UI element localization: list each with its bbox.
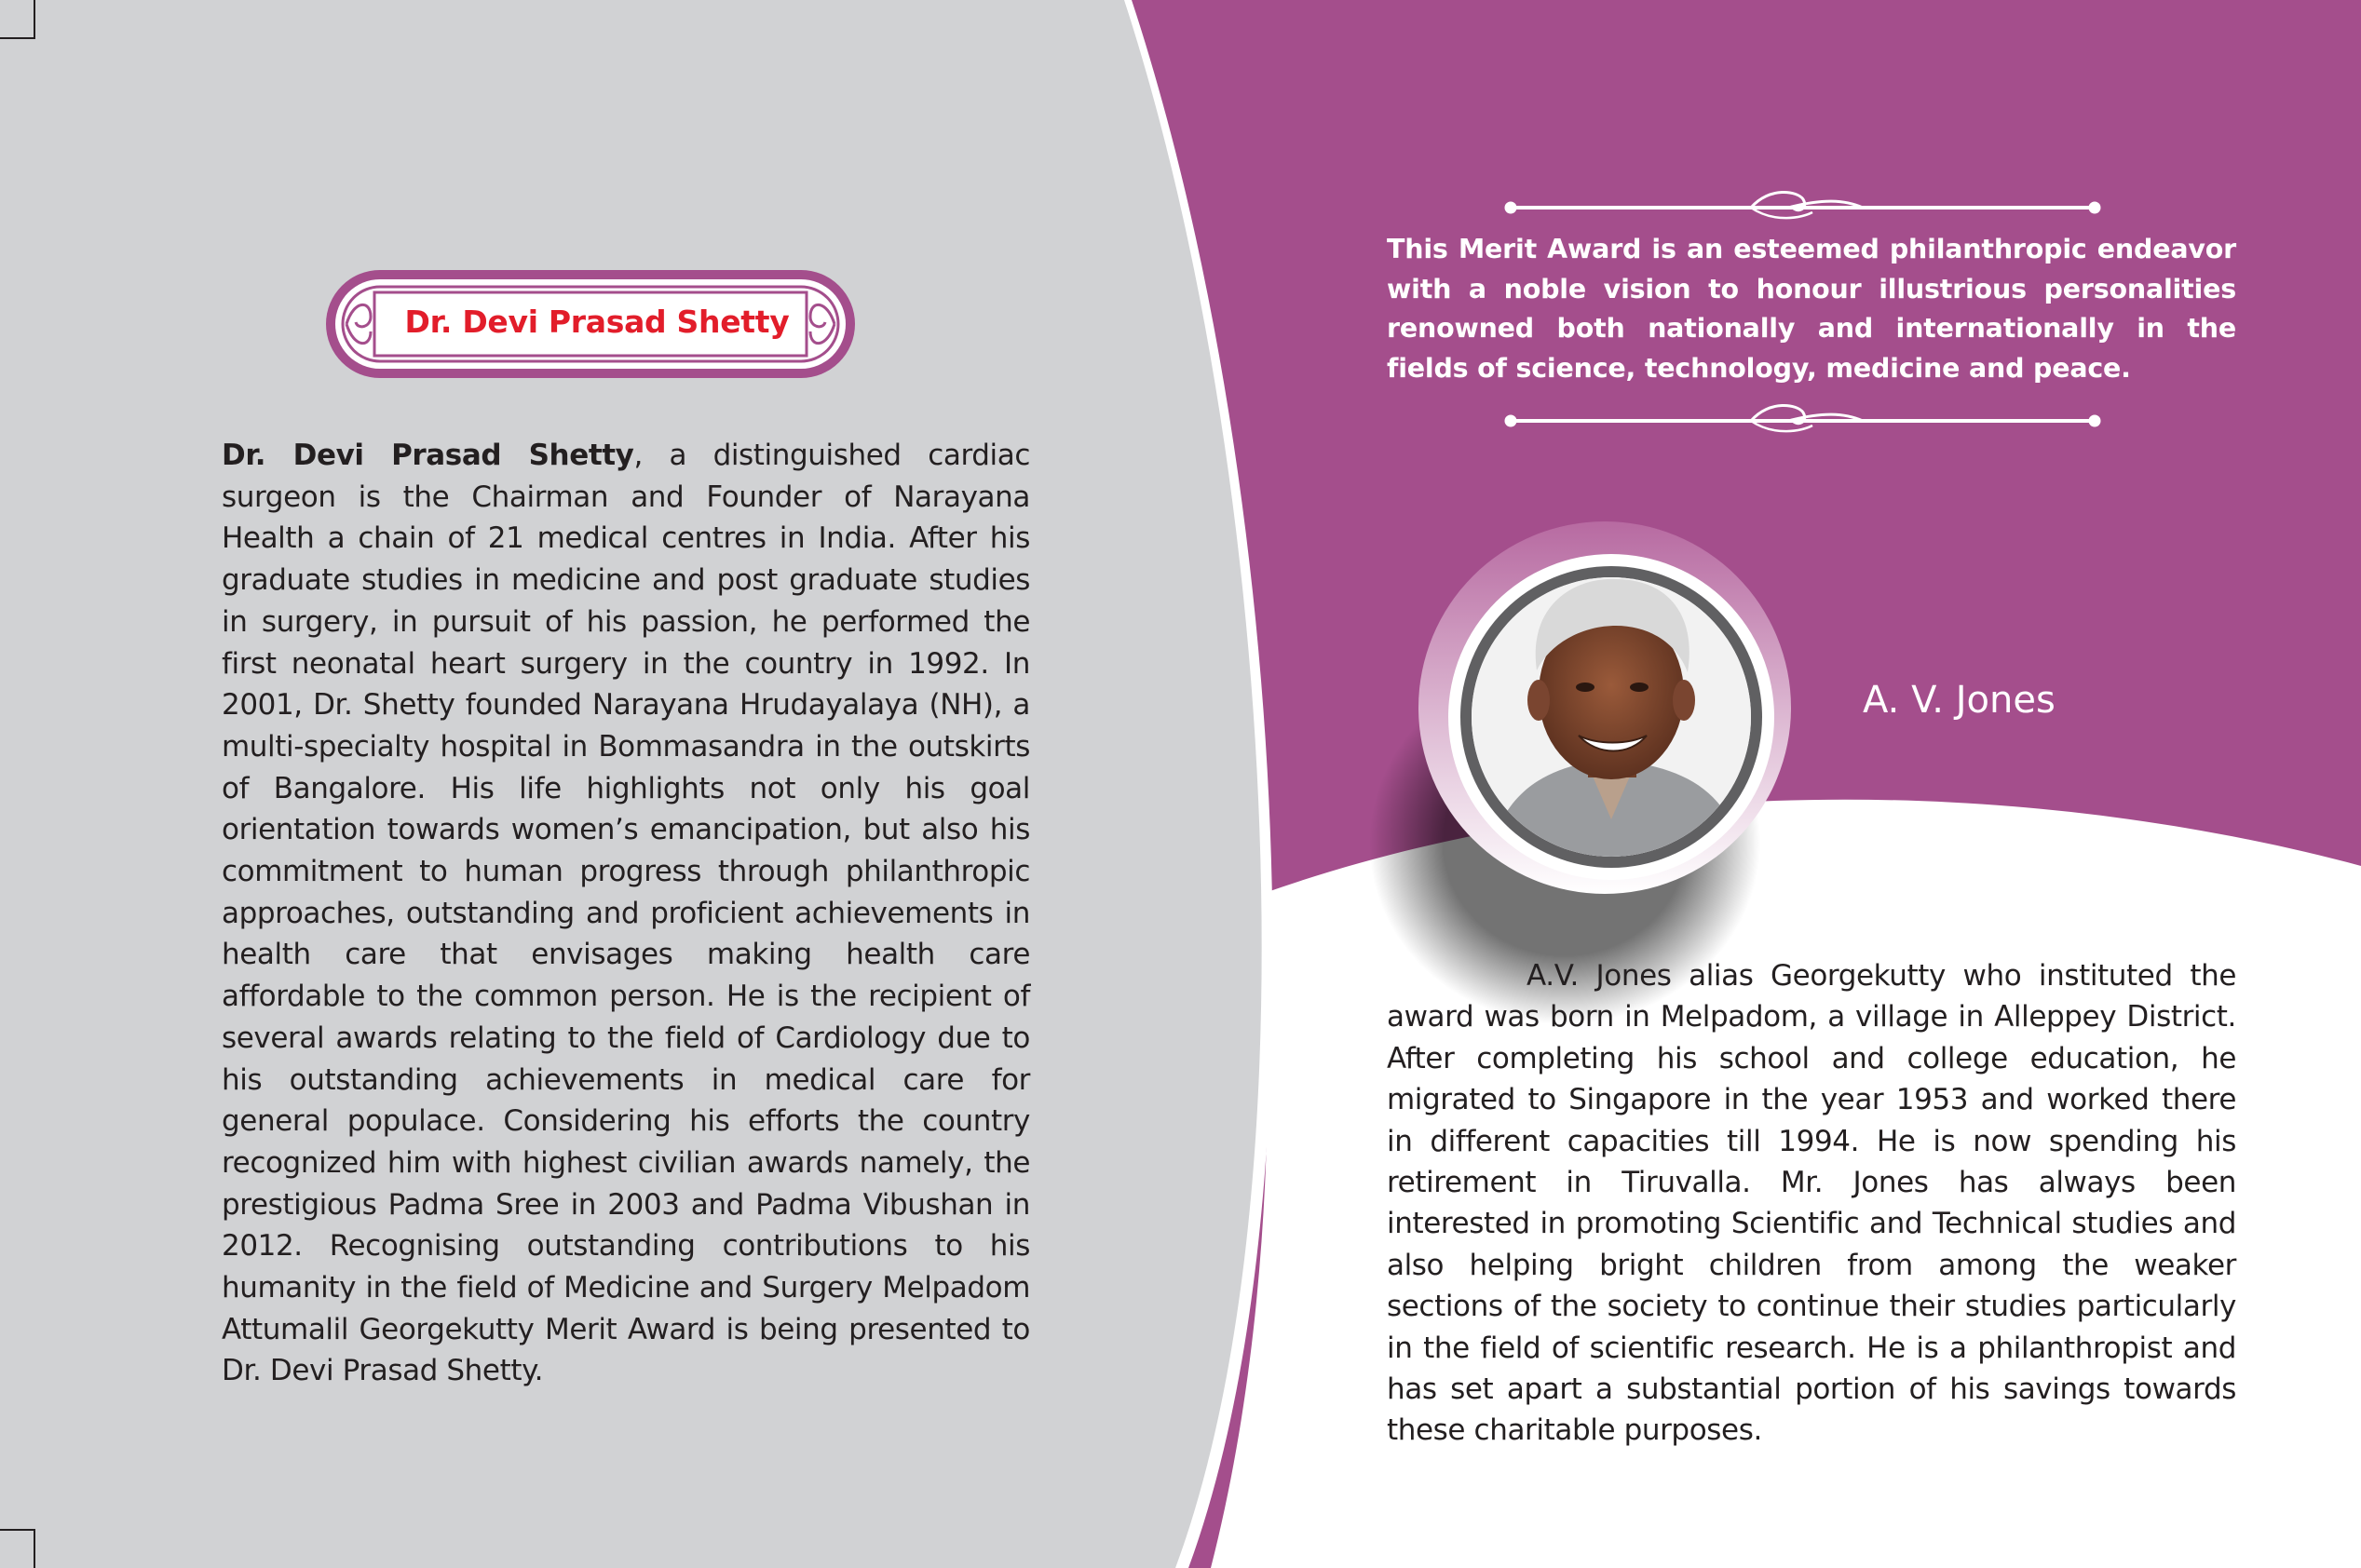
portrait-caption: A. V. Jones	[1863, 679, 2056, 722]
award-intro: This Merit Award is an esteemed philanthropic endeavor with a noble vision to honour illustrious personalities renowned both nationally and internationally in the fields of science, technology, medicine and peace.	[1387, 234, 2236, 384]
bio-subject-name: Dr. Devi Prasad Shetty	[222, 439, 634, 472]
left-biography	[222, 435, 1030, 1392]
bio-body-text: , a distinguished cardiac surgeon is the Chairman and Founder of Narayana Health a chain of 21 medical centres in India. After his graduate studies in medicine and post graduate studies in surgery, in pursuit of his passion, he performed the first neonatal heart surgery in the country in 1992. In 2001, Dr. Shetty founded Narayana Hrudayalaya (NH), a multi-specialty hospital in Bommasandra in the outskirts of Bangalore. His life highlights not only his goal orientation towards women’s emancipation, but also his commitment to human progress through philanthropic approaches, outstanding and proficient achievements in health care that envisages making health care affordable to the common person. He is the recipient of several awards relating to the field of Cardiology due to his outstanding achievements in medical care for general populace. Considering his efforts the country recognized him with highest civilian awards namely, the prestigious Padma Sree in 2003 and Padma Vibushan in 2012. Recognising outstanding contributions to his humanity in the field of Medicine and Surgery Melpadom Attumalil Georgekutty Merit Award is being presented to Dr. Devi Prasad Shetty.	[222, 439, 1030, 1388]
founder-biography: A.V. Jones alias Georgekutty who instituted the award was born in Melpadom, a village in Alleppey District. After completing his school and college education, he migrated to Singapore in the year 1953 and worked there in different capacities till 1994. He is now spending his retirement in Tiruvalla. Mr. Jones has always been interested in promoting Scientific and Technical studies and also helping bright children from among the weaker sections of the society to continue their studies particularly in the field of scientific research. He is a philanthropist and has set apart a substantial portion of his savings towards these charitable purposes.	[1387, 959, 2236, 1448]
name-badge: Dr. Devi Prasad Shetty	[404, 304, 790, 340]
